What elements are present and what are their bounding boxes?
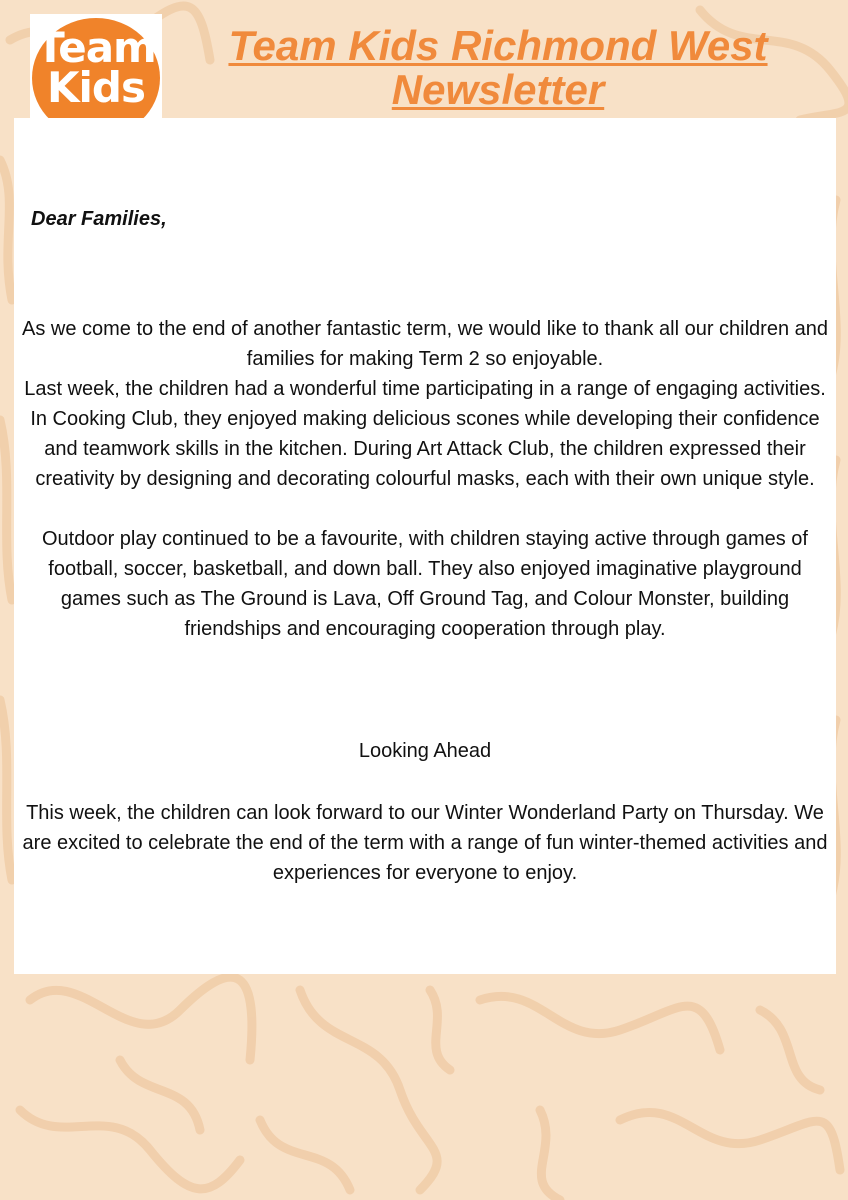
- title-line-1: Team Kids Richmond West: [228, 22, 768, 69]
- newsletter-title: [170, 24, 826, 112]
- greeting: Dear Families,: [31, 208, 167, 230]
- paragraph-3: Outdoor play continued to be a favourite, with children staying active through games of football, soccer, basketball, and down ball. They also enjoyed imaginative playground games such as The Ground is Lava, Off Ground Tag, and Colour Monster, building friendships and encouraging cooperation through play.: [41, 528, 808, 640]
- closing-paragraph: This week, the children can look forward to our Winter Wonderland Party on Thursday. We are excited to celebrate the end of the term with a range of fun winter-themed activities and experiences for everyone to enjoy.: [22, 802, 828, 884]
- logo-text: [30, 23, 162, 112]
- paragraph-2: Last week, the children had a wonderful time participating in a range of engaging activities. In Cooking Club, they enjoyed making delicious scones while developing their confidence and teamwork skills in the kitchen. During Art Attack Club, the children expressed their creativity by designing and decorating colourful masks, each with their own unique style.: [24, 378, 826, 490]
- logo-line-2: Kids: [46, 63, 145, 112]
- section-heading: Looking Ahead: [358, 740, 492, 762]
- logo-line-1: Team: [36, 23, 156, 72]
- title-line-2: Newsletter: [391, 66, 605, 113]
- letter-card: [14, 118, 836, 974]
- paragraph-1: As we come to the end of another fantastic term, we would like to thank all our children and families for making Term 2 so enjoyable.: [22, 318, 828, 370]
